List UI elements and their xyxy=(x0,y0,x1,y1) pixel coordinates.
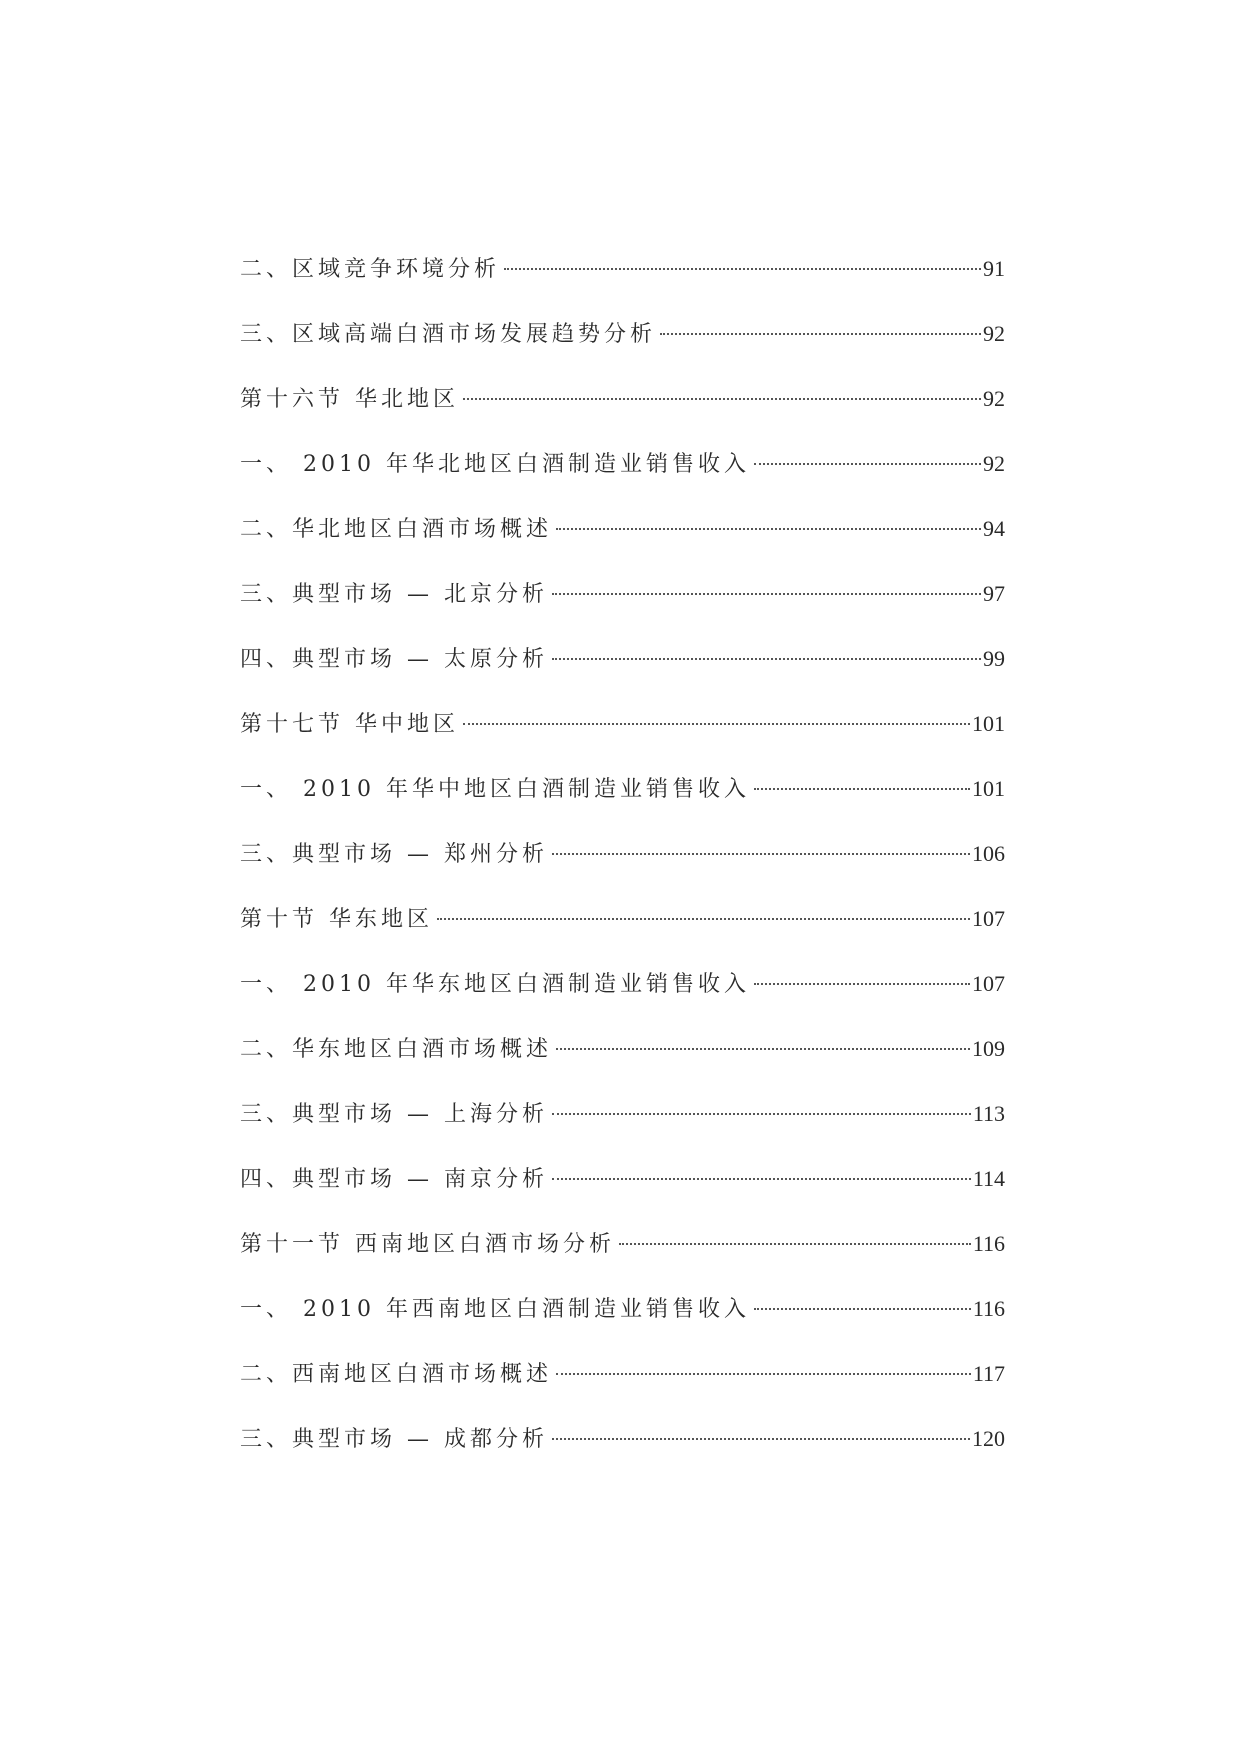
toc-dot-leader xyxy=(556,528,981,530)
toc-dot-leader xyxy=(552,1178,971,1180)
toc-entry[interactable] xyxy=(240,967,1005,1032)
toc-dot-leader xyxy=(463,723,970,725)
toc-entry[interactable] xyxy=(240,252,1005,317)
toc-entry[interactable] xyxy=(240,1032,1005,1097)
toc-entry-title: 一、 2010 年西南地区白酒制造业销售收入 xyxy=(240,1297,750,1322)
toc-entry[interactable] xyxy=(240,1292,1005,1357)
toc-dot-leader xyxy=(754,983,970,985)
toc-dot-leader xyxy=(754,788,970,790)
toc-dot-leader xyxy=(437,918,970,920)
toc-entry-title: 第十节 华东地区 xyxy=(240,907,433,932)
toc-entry-title: 二、区域竞争环境分析 xyxy=(240,257,501,282)
toc-entry[interactable] xyxy=(240,707,1005,772)
toc-page-number: 99 xyxy=(983,646,1005,671)
toc-page-number: 117 xyxy=(972,1361,1005,1386)
toc-entry[interactable] xyxy=(240,577,1005,642)
toc-entry[interactable] xyxy=(240,642,1005,707)
toc-entry-title: 三、典型市场 — 郑州分析 xyxy=(240,842,548,867)
table-of-contents xyxy=(240,252,1005,1487)
toc-entry-title: 四、典型市场 — 南京分析 xyxy=(240,1167,548,1192)
toc-page-number: 107 xyxy=(972,906,1005,931)
toc-entry-title: 三、典型市场 — 北京分析 xyxy=(240,582,548,607)
toc-dot-leader xyxy=(660,333,981,335)
toc-dot-leader xyxy=(754,463,981,465)
toc-entry-title: 二、华东地区白酒市场概述 xyxy=(240,1037,553,1062)
toc-page-number: 114 xyxy=(972,1166,1005,1191)
toc-entry-title: 第十七节 华中地区 xyxy=(240,712,459,737)
toc-entry-title: 一、 2010 年华中地区白酒制造业销售收入 xyxy=(240,777,750,802)
toc-entry[interactable] xyxy=(240,382,1005,447)
toc-page-number: 97 xyxy=(983,581,1005,606)
toc-entry[interactable] xyxy=(240,1422,1005,1487)
toc-entry-title: 一、 2010 年华北地区白酒制造业销售收入 xyxy=(240,452,750,477)
toc-page-number: 116 xyxy=(972,1296,1005,1321)
toc-page-number: 107 xyxy=(972,971,1005,996)
toc-entry[interactable] xyxy=(240,1357,1005,1422)
toc-entry[interactable] xyxy=(240,447,1005,512)
toc-page-number: 92 xyxy=(983,451,1005,476)
toc-dot-leader xyxy=(552,853,970,855)
toc-entry-title: 二、华北地区白酒市场概述 xyxy=(240,517,553,542)
toc-page-number: 116 xyxy=(972,1231,1005,1256)
toc-dot-leader xyxy=(754,1308,971,1310)
toc-entry[interactable] xyxy=(240,512,1005,577)
toc-dot-leader xyxy=(556,1373,971,1375)
toc-page-number: 92 xyxy=(983,386,1005,411)
toc-entry-title: 二、西南地区白酒市场概述 xyxy=(240,1362,553,1387)
toc-page-number: 113 xyxy=(972,1101,1005,1126)
toc-page-number: 94 xyxy=(983,516,1005,541)
toc-page-number: 101 xyxy=(972,776,1005,801)
toc-entry-title: 第十一节 西南地区白酒市场分析 xyxy=(240,1232,615,1257)
toc-page-number: 120 xyxy=(972,1426,1005,1451)
toc-dot-leader xyxy=(552,1438,970,1440)
toc-entry-title: 三、典型市场 — 成都分析 xyxy=(240,1427,548,1452)
toc-page-number: 106 xyxy=(972,841,1005,866)
toc-dot-leader xyxy=(552,593,981,595)
toc-dot-leader xyxy=(556,1048,970,1050)
toc-entry[interactable] xyxy=(240,1162,1005,1227)
toc-page-number: 91 xyxy=(983,256,1005,281)
toc-entry-title: 一、 2010 年华东地区白酒制造业销售收入 xyxy=(240,972,750,997)
toc-entry-title: 三、区域高端白酒市场发展趋势分析 xyxy=(240,322,657,347)
toc-entry[interactable] xyxy=(240,837,1005,902)
toc-entry[interactable] xyxy=(240,902,1005,967)
toc-dot-leader xyxy=(504,268,981,270)
toc-dot-leader xyxy=(619,1243,971,1245)
toc-entry[interactable] xyxy=(240,1097,1005,1162)
toc-page-number: 109 xyxy=(972,1036,1005,1061)
toc-entry[interactable] xyxy=(240,317,1005,382)
toc-dot-leader xyxy=(552,658,981,660)
toc-entry-title: 三、典型市场 — 上海分析 xyxy=(240,1102,548,1127)
toc-dot-leader xyxy=(463,398,981,400)
toc-page-number: 101 xyxy=(972,711,1005,736)
toc-entry[interactable] xyxy=(240,772,1005,837)
toc-entry-title: 第十六节 华北地区 xyxy=(240,387,459,412)
toc-dot-leader xyxy=(552,1113,971,1115)
toc-page-number: 92 xyxy=(983,321,1005,346)
toc-entry[interactable] xyxy=(240,1227,1005,1292)
toc-entry-title: 四、典型市场 — 太原分析 xyxy=(240,647,548,672)
